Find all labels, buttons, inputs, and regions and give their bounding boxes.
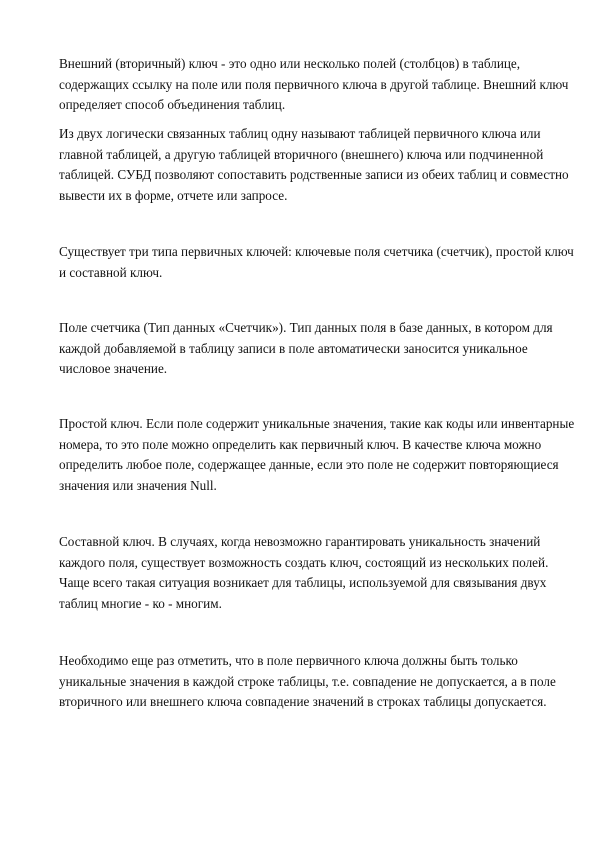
text-line: главной таблицей, а другую таблицей вторичного (внешнего) ключа или подчиненной [59, 146, 544, 162]
text-line: определить любое поле, содержащее данные, если это поле не содержит повторяющиеся [59, 457, 559, 472]
text-line: Из двух логически связанных таблиц одну называют таблицей первичного ключа или [59, 126, 541, 141]
text-line: каждого поля, существует возможность создать ключ, состоящий из нескольких полей. [59, 554, 549, 570]
paragraph-foreign-key-definition [59, 54, 569, 116]
text-line: таблицей. СУБД позволяют сопоставить родственные записи из обеих таблиц и совместно [59, 167, 569, 182]
text-line: вывести их в форме, отчете или запросе. [59, 187, 288, 203]
text-line: Поле счетчика (Тип данных «Счетчик»). Тип данных поля в базе данных, в котором для [59, 320, 553, 335]
text-line: вторичного или внешнего ключа совпадение значений в строках таблицы допускается. [59, 694, 547, 709]
text-line: Внешний (вторичный) ключ - это одно или несколько полей (столбцов) в таблице, [59, 56, 521, 71]
text-line: Существует три типа первичных ключей: ключевые поля счетчика (счетчик), простой ключ [59, 244, 574, 259]
paragraph-uniqueness-note [59, 651, 556, 713]
text-line: таблиц многие - ко - многим. [59, 595, 222, 611]
text-line: Необходимо еще раз отметить, что в поле первичного ключа должны быть только [59, 653, 518, 668]
text-line: номера, то это поле можно определить как первичный ключ. В качестве ключа можно [59, 436, 542, 452]
text-line: числовое значение. [59, 361, 168, 376]
text-line: каждой добавляемой в таблицу записи в поле автоматически заносится уникальное [59, 340, 528, 356]
text-line: и составной ключ. [59, 264, 163, 280]
text-line: Составной ключ. В случаях, когда невозможно гарантировать уникальность значений [59, 534, 541, 549]
paragraph-composite-key [59, 532, 549, 614]
paragraph-simple-key [59, 414, 575, 496]
text-line: Чаще всего такая ситуация возникает для таблицы, используемой для связывания двух [59, 575, 547, 590]
text-line: Простой ключ. Если поле содержит уникальные значения, такие как коды или инвентарные [59, 416, 575, 431]
text-line: определяет способ объединения таблиц. [59, 97, 286, 112]
paragraph-counter-field [59, 318, 553, 380]
text-line: уникальные значения в каждой строке таблицы, т.е. совпадение не допускается, а в поле [59, 673, 556, 689]
paragraph-related-tables [59, 124, 569, 206]
text-line: значения или значения Null. [59, 477, 217, 493]
paragraph-key-types [59, 242, 574, 283]
text-line: содержащих ссылку на поле или поля первичного ключа в другой таблице. Внешний ключ [59, 76, 569, 92]
